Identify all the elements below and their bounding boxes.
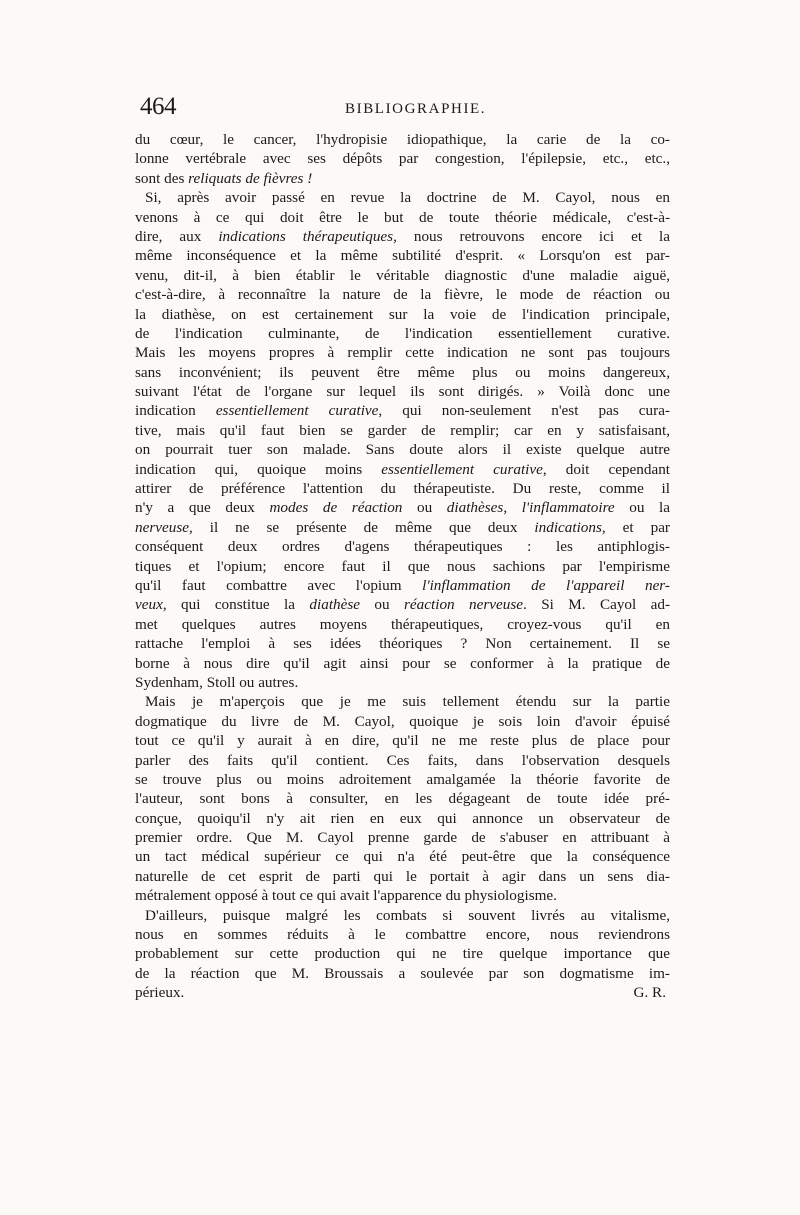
text-line [135, 227, 670, 246]
text-line [135, 537, 670, 556]
text-line [135, 886, 670, 905]
text-run: tive, mais qu'il faut bien se garder de remplir; car en y satisfaisant, [135, 421, 670, 439]
text-line [135, 421, 670, 440]
text-run: indication qui, quoique moins [135, 460, 382, 478]
text-run: un tact médical supérieur ce qui n'a été peut-être que la conséquence [135, 848, 670, 866]
text-run: venons à ce qui doit être le but de toute théorie médicale, c'est-à- [135, 208, 670, 226]
text-run: , qui non-seulement n'est pas cura- [378, 402, 670, 420]
text-run: met quelques autres moyens thérapeutiques, croyez-vous qu'il en [135, 615, 670, 633]
text-run: , nous retrouvons encore ici et la [393, 227, 670, 245]
text-line [135, 712, 670, 731]
text-run: . Si M. Cayol ad- [523, 596, 671, 614]
text-run: n'y a que deux [135, 499, 270, 517]
text-run: Si, après avoir passé en revue la doctrine de M. Cayol, nous en [145, 189, 670, 207]
text-run: même inconséquence et la même subtilité d'esprit. « Lorsqu'on est par- [135, 247, 670, 265]
italic-run: l'inflammation de l'appareil ner- [422, 576, 670, 594]
text-line [135, 983, 670, 1002]
italic-run: reliquats de fièvres ! [188, 169, 313, 187]
text-run: dogmatique du livre de M. Cayol, quoique je sois loin d'avoir épuisé [135, 712, 670, 730]
author-signature: G. R. [633, 984, 666, 1002]
text-line [135, 847, 670, 866]
italic-run: indications thérapeutiques [218, 227, 394, 245]
text-run: suivant l'état de l'organe sur lequel ils sont dirigés. » Voilà donc une [135, 383, 670, 401]
text-run: Mais je m'aperçois que je me suis tellement étendu sur la partie [145, 693, 670, 711]
text-line [135, 770, 670, 789]
text-line [135, 130, 670, 149]
text-line [135, 401, 670, 420]
text-run: ou [402, 499, 447, 517]
text-line [135, 673, 670, 692]
text-run: dire, aux [135, 227, 219, 245]
text-line [135, 789, 670, 808]
italic-run: essentiellement curative [381, 460, 543, 478]
text-run: la diathèse, on est certainement sur la voie de l'indication principale, [135, 305, 670, 323]
text-line [135, 576, 670, 595]
page-body [135, 130, 670, 1003]
text-line [135, 828, 670, 847]
text-line [135, 188, 670, 207]
text-run: conséquent deux ordres d'agens thérapeutiques : les antiphlogis- [135, 538, 670, 556]
text-line [135, 246, 670, 265]
text-run: tiques et l'opium; encore faut il que nous sachions par l'empirisme [135, 557, 670, 575]
text-run: métralement opposé à tout ce qui avait l'apparence du physiologisme. [135, 887, 557, 905]
italic-run: diathèse [309, 596, 361, 614]
text-run: l'auteur, sont bons à consulter, en les dégageant de toute idée pré- [135, 790, 670, 808]
text-run: se trouve plus ou moins adroitement amalgamée la théorie favorite de [135, 770, 670, 788]
italic-run: l'inflammatoire [521, 499, 615, 517]
text-line [135, 324, 670, 343]
text-line [135, 305, 670, 324]
text-run: , il ne se présente de même que deux [188, 518, 535, 536]
text-line [135, 460, 670, 479]
text-run: Mais les moyens propres à remplir cette indication ne sont pas toujours [135, 344, 670, 362]
text-line [135, 867, 670, 886]
text-run: conçue, quoiqu'il n'y ait rien en eux qui annonce un observateur de [135, 809, 670, 827]
text-run: rattache l'emploi à ses idées théoriques ? Non certainement. Il se [135, 635, 670, 653]
text-run: lonne vertébrale avec ses dépôts par congestion, l'épilepsie, etc., etc., [135, 150, 670, 168]
text-run: , qui constitue la [162, 596, 310, 614]
text-run: ou la [614, 499, 670, 517]
text-line [135, 731, 670, 750]
italic-run: réaction nerveuse [404, 596, 523, 614]
text-run: ou [360, 596, 405, 614]
text-line [135, 149, 670, 168]
text-line [135, 751, 670, 770]
italic-run: veux [135, 596, 163, 614]
text-run: , doit cependant [542, 460, 671, 478]
text-run: borne à nous dire qu'il agit ainsi pour se conformer à la pratique de [135, 654, 670, 672]
running-head: BIBLIOGRAPHIE. [345, 101, 487, 117]
text-line [135, 634, 670, 653]
italic-run: modes de réaction [269, 499, 403, 517]
text-line [135, 809, 670, 828]
text-run: du cœur, le cancer, l'hydropisie idiopathique, la carie de la co- [135, 131, 670, 148]
text-run: sans inconvénient; ils peuvent être même plus ou moins dangereux, [135, 363, 670, 381]
text-run: naturelle de cet esprit de parti qui le portait à agir dans un sens dia- [135, 867, 670, 885]
italic-run: diathèses [446, 499, 504, 517]
text-run: venu, dit-il, à bien établir le véritable diagnostic d'une maladie aiguë, [135, 266, 670, 284]
text-line [135, 382, 670, 401]
text-run: parler des faits qu'il contient. Ces faits, dans l'observation desquels [135, 751, 670, 769]
text-run: probablement sur cette production qui ne tire quelque importance que [135, 945, 670, 963]
text-line [135, 266, 670, 285]
page-header [140, 93, 680, 125]
text-line [135, 343, 670, 362]
text-run: de la réaction que M. Broussais a soulevée par son dogmatisme im- [135, 964, 670, 982]
italic-run: indications [534, 518, 602, 536]
text-line [135, 925, 670, 944]
text-run: , et par [601, 518, 670, 536]
text-run: indication [135, 402, 216, 420]
text-run: de l'indication culminante, de l'indication essentiellement curative. [135, 324, 670, 342]
text-line [135, 440, 670, 459]
text-line [135, 906, 670, 925]
text-run: qu'il faut combattre avec l'opium [135, 576, 423, 594]
text-line [135, 615, 670, 634]
page-number: 464 [140, 93, 176, 120]
text-run: nous en sommes réduits à le combattre encore, nous reviendrons [135, 926, 670, 944]
text-line [135, 169, 670, 188]
text-line [135, 285, 670, 304]
text-line [135, 557, 670, 576]
text-run: tout ce qu'il y aurait à en dire, qu'il ne me reste plus de place pour [135, 732, 670, 750]
text-line [135, 964, 670, 983]
text-line [135, 479, 670, 498]
text-line [135, 654, 670, 673]
text-line [135, 518, 670, 537]
text-run: c'est-à-dire, à reconnaître la nature de la fièvre, le mode de réaction ou [135, 286, 670, 304]
italic-run: nerveuse [135, 518, 189, 536]
text-line [135, 208, 670, 227]
text-line [135, 498, 670, 517]
text-run: premier ordre. Que M. Cayol prenne garde de s'abuser en attribuant à [135, 829, 670, 847]
text-run: D'ailleurs, puisque malgré les combats si souvent livrés au vitalisme, [145, 906, 670, 924]
text-run: périeux. [135, 984, 185, 1002]
text-run: Sydenham, Stoll ou autres. [135, 673, 299, 691]
italic-run: essentiellement curative [215, 402, 379, 420]
text-line [135, 692, 670, 711]
text-run: on pourrait tuer son malade. Sans doute alors il existe quelque autre [135, 441, 670, 459]
text-line [135, 944, 670, 963]
text-run: , [503, 499, 522, 517]
text-run: attirer de préférence l'attention du thérapeutiste. Du reste, comme il [135, 480, 670, 498]
text-run: sont des [135, 169, 189, 187]
text-line [135, 595, 670, 614]
text-line [135, 363, 670, 382]
